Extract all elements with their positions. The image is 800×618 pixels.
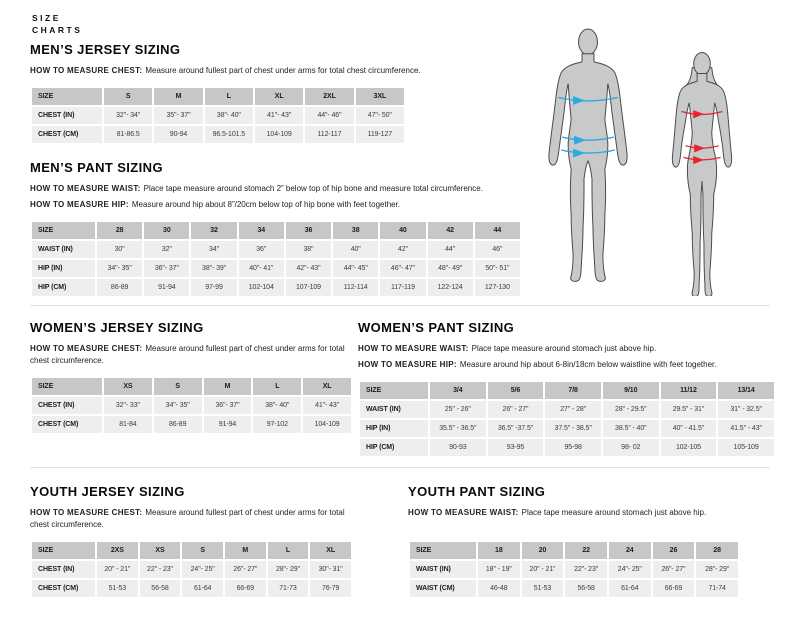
- data-cell: 44"- 46": [305, 107, 353, 124]
- data-cell: 22" - 23": [140, 561, 181, 578]
- row-label: CHEST (IN): [32, 107, 102, 124]
- data-cell: 28" - 29.5": [603, 401, 659, 418]
- data-cell: 61-64: [182, 580, 223, 597]
- mens-jersey-section: [30, 42, 550, 145]
- data-cell: 40": [333, 241, 378, 258]
- data-cell: 24"- 25": [609, 561, 651, 578]
- data-cell: 42": [380, 241, 425, 258]
- measure-instruction: [30, 65, 550, 77]
- table-row: [32, 279, 520, 296]
- mens-pant-table: [30, 220, 522, 298]
- table-row: [32, 126, 404, 143]
- data-cell: 41.5" - 43": [718, 420, 774, 437]
- data-cell: 32": [144, 241, 189, 258]
- instruction-label: HOW TO MEASURE WAIST:: [408, 508, 519, 517]
- female-silhouette: [652, 52, 752, 296]
- data-cell: 28"- 29": [696, 561, 738, 578]
- data-cell: 46": [475, 241, 520, 258]
- data-cell: 98- 02: [603, 439, 659, 456]
- measure-instruction: [358, 359, 776, 371]
- section-title: MEN’S JERSEY SIZING: [30, 42, 181, 57]
- size-label-header: SIZE: [32, 542, 95, 559]
- data-cell: 20" - 21": [522, 561, 564, 578]
- data-cell: 61-64: [609, 580, 651, 597]
- size-column-header: XL: [310, 542, 351, 559]
- table-row: [410, 580, 738, 597]
- data-cell: 71-73: [268, 580, 309, 597]
- male-head: [579, 29, 598, 55]
- data-cell: 38.5" - 40": [603, 420, 659, 437]
- female-head: [694, 52, 711, 74]
- data-cell: 24"- 25": [182, 561, 223, 578]
- data-cell: 46"- 47": [380, 260, 425, 277]
- data-cell: 102-104: [239, 279, 284, 296]
- size-column-header: M: [154, 88, 202, 105]
- section-divider: [30, 467, 770, 468]
- row-label: HIP (IN): [360, 420, 428, 437]
- size-column-header: 9/10: [603, 382, 659, 399]
- size-label-header: SIZE: [32, 222, 95, 239]
- male-body: [549, 54, 627, 282]
- page-title-line1: SIZE: [32, 13, 61, 23]
- row-label: HIP (CM): [32, 279, 95, 296]
- female-body: [672, 73, 731, 296]
- instruction-label: HOW TO MEASURE CHEST:: [30, 344, 143, 353]
- data-cell: 51-53: [97, 580, 138, 597]
- data-cell: 40" - 41.5": [661, 420, 717, 437]
- instruction-label: HOW TO MEASURE CHEST:: [30, 66, 143, 75]
- data-cell: 26"- 27": [225, 561, 266, 578]
- header-row: [360, 382, 774, 399]
- table-row: [32, 260, 520, 277]
- sizing-table: [408, 540, 740, 599]
- size-column-header: 5/6: [488, 382, 544, 399]
- size-label-header: SIZE: [32, 378, 102, 395]
- data-cell: 44": [428, 241, 473, 258]
- data-cell: 112-114: [333, 279, 378, 296]
- data-cell: 107-109: [286, 279, 331, 296]
- mens-jersey-table: [30, 86, 406, 145]
- sizing-table: [358, 380, 776, 458]
- womens-pant-section: [358, 320, 776, 458]
- instruction-text: Measure around fullest part of chest under arms for total chest circumference.: [30, 344, 345, 365]
- data-cell: 96.5-101.5: [205, 126, 253, 143]
- data-cell: 18" - 19": [478, 561, 520, 578]
- header-row: [410, 542, 738, 559]
- instruction-label: HOW TO MEASURE HIP:: [358, 360, 457, 369]
- instruction-text: Place tape measure around stomach just above hip.: [471, 344, 657, 353]
- data-cell: 50"- 51": [475, 260, 520, 277]
- table-row: [360, 420, 774, 437]
- header-row: [32, 542, 351, 559]
- data-cell: 102-105: [661, 439, 717, 456]
- section-title: YOUTH PANT SIZING: [408, 484, 546, 499]
- instruction-text: Place tape measure around stomach 2” below top of hip bone and measure total circumference.: [143, 184, 483, 193]
- row-label: CHEST (CM): [32, 416, 102, 433]
- data-cell: 20" - 21": [97, 561, 138, 578]
- size-column-header: 7/8: [545, 382, 601, 399]
- section-divider: [30, 305, 770, 306]
- womens-pant-table: [358, 380, 776, 458]
- data-cell: 32"- 34": [104, 107, 152, 124]
- header-row: [32, 88, 404, 105]
- data-cell: 93-95: [488, 439, 544, 456]
- data-cell: 42"- 43": [286, 260, 331, 277]
- instruction-text: Measure around fullest part of chest under arms for total chest circumference.: [145, 66, 421, 75]
- size-label-header: SIZE: [32, 88, 102, 105]
- size-column-header: 18: [478, 542, 520, 559]
- data-cell: 81-86.5: [104, 126, 152, 143]
- data-cell: 86-89: [154, 416, 202, 433]
- size-column-header: S: [182, 542, 223, 559]
- size-column-header: 30: [144, 222, 189, 239]
- data-cell: 38"- 39": [191, 260, 236, 277]
- size-column-header: M: [204, 378, 252, 395]
- section-title: WOMEN’S JERSEY SIZING: [30, 320, 204, 335]
- male-silhouette: [528, 28, 648, 296]
- section-title: MEN’S PANT SIZING: [30, 160, 163, 175]
- data-cell: 32"- 33": [104, 397, 152, 414]
- instruction-text: Measure around fullest part of chest under arms for total chest circumference.: [30, 508, 345, 529]
- data-cell: 27" - 28": [545, 401, 601, 418]
- section-title: WOMEN’S PANT SIZING: [358, 320, 515, 335]
- size-column-header: 44: [475, 222, 520, 239]
- row-label: CHEST (IN): [32, 561, 95, 578]
- data-cell: 31" - 32.5": [718, 401, 774, 418]
- data-cell: 41"- 43": [303, 397, 351, 414]
- row-label: CHEST (CM): [32, 580, 95, 597]
- data-cell: 71-74: [696, 580, 738, 597]
- data-cell: 97-99: [191, 279, 236, 296]
- data-cell: 56-58: [140, 580, 181, 597]
- youth-pant-section: [408, 484, 748, 599]
- table-row: [32, 561, 351, 578]
- row-label: WAIST (IN): [360, 401, 428, 418]
- size-column-header: XL: [255, 88, 303, 105]
- measure-instruction: [30, 343, 353, 367]
- data-cell: 38": [286, 241, 331, 258]
- data-cell: 112-117: [305, 126, 353, 143]
- sizing-table: [30, 86, 406, 145]
- data-cell: 66-69: [653, 580, 695, 597]
- size-column-header: 2XS: [97, 542, 138, 559]
- table-row: [360, 439, 774, 456]
- size-column-header: 26: [653, 542, 695, 559]
- youth-jersey-section: [30, 484, 360, 599]
- data-cell: 97-102: [253, 416, 301, 433]
- row-label: HIP (IN): [32, 260, 95, 277]
- data-cell: 36.5" -37.5": [488, 420, 544, 437]
- measure-instruction: [358, 343, 776, 355]
- data-cell: 90-93: [430, 439, 486, 456]
- youth-pant-table: [408, 540, 740, 599]
- size-column-header: 2XL: [305, 88, 353, 105]
- data-cell: 36"- 37": [144, 260, 189, 277]
- size-column-header: XS: [104, 378, 152, 395]
- data-cell: 40"- 41": [239, 260, 284, 277]
- data-cell: 91-94: [204, 416, 252, 433]
- table-row: [32, 397, 351, 414]
- table-row: [32, 107, 404, 124]
- data-cell: 26"- 27": [653, 561, 695, 578]
- data-cell: 51-53: [522, 580, 564, 597]
- table-row: [32, 580, 351, 597]
- size-column-header: S: [104, 88, 152, 105]
- measure-instruction: [30, 199, 550, 211]
- size-column-header: 32: [191, 222, 236, 239]
- size-column-header: 28: [97, 222, 142, 239]
- data-cell: 22"- 23": [565, 561, 607, 578]
- youth-jersey-table: [30, 540, 353, 599]
- data-cell: 26" - 27": [488, 401, 544, 418]
- data-cell: 36": [239, 241, 284, 258]
- data-cell: 56-58: [565, 580, 607, 597]
- data-cell: 104-109: [303, 416, 351, 433]
- instruction-label: HOW TO MEASURE CHEST:: [30, 508, 143, 517]
- data-cell: 30": [97, 241, 142, 258]
- data-cell: 36"- 37": [204, 397, 252, 414]
- size-label-header: SIZE: [410, 542, 476, 559]
- header-row: [32, 378, 351, 395]
- measure-instruction: [408, 507, 748, 519]
- page-title-line2: CHARTS: [32, 25, 83, 36]
- size-column-header: 40: [380, 222, 425, 239]
- row-label: HIP (CM): [360, 439, 428, 456]
- data-cell: 91-94: [144, 279, 189, 296]
- mens-pant-section: [30, 160, 550, 298]
- size-column-header: 13/14: [718, 382, 774, 399]
- data-cell: 38"- 40": [205, 107, 253, 124]
- size-column-header: L: [253, 378, 301, 395]
- data-cell: 48"- 49": [428, 260, 473, 277]
- header-row: [32, 222, 520, 239]
- womens-jersey-section: [30, 320, 353, 435]
- data-cell: 46-48: [478, 580, 520, 597]
- data-cell: 30"- 31": [310, 561, 351, 578]
- table-row: [32, 241, 520, 258]
- sizing-table: [30, 220, 522, 298]
- data-cell: 86-89: [97, 279, 142, 296]
- data-cell: 76-79: [310, 580, 351, 597]
- page-title: [32, 12, 82, 37]
- data-cell: 81-84: [104, 416, 152, 433]
- data-cell: 119-127: [356, 126, 404, 143]
- row-label: CHEST (IN): [32, 397, 102, 414]
- data-cell: 37.5" - 38.5": [545, 420, 601, 437]
- table-row: [410, 561, 738, 578]
- size-column-header: 36: [286, 222, 331, 239]
- instruction-text: Measure around hip about 8”/20cm below top of hip bone with feet together.: [131, 200, 401, 209]
- data-cell: 44"- 45": [333, 260, 378, 277]
- size-column-header: 3/4: [430, 382, 486, 399]
- data-cell: 104-109: [255, 126, 303, 143]
- sizing-table: [30, 540, 353, 599]
- size-column-header: 34: [239, 222, 284, 239]
- instruction-text: Measure around hip about 6-8in/18cm below waistline with feet together.: [459, 360, 717, 369]
- womens-jersey-table: [30, 376, 353, 435]
- data-cell: 38"- 40": [253, 397, 301, 414]
- data-cell: 66-69: [225, 580, 266, 597]
- data-cell: 95-98: [545, 439, 601, 456]
- instruction-label: HOW TO MEASURE WAIST:: [358, 344, 469, 353]
- size-column-header: L: [268, 542, 309, 559]
- size-column-header: 3XL: [356, 88, 404, 105]
- data-cell: 90-94: [154, 126, 202, 143]
- data-cell: 28"- 29": [268, 561, 309, 578]
- row-label: CHEST (CM): [32, 126, 102, 143]
- instruction-label: HOW TO MEASURE HIP:: [30, 200, 129, 209]
- data-cell: 35"- 37": [154, 107, 202, 124]
- row-label: WAIST (CM): [410, 580, 476, 597]
- data-cell: 47"- 50": [356, 107, 404, 124]
- sizing-table: [30, 376, 353, 435]
- size-column-header: 22: [565, 542, 607, 559]
- size-column-header: L: [205, 88, 253, 105]
- table-row: [32, 416, 351, 433]
- row-label: WAIST (IN): [32, 241, 95, 258]
- size-column-header: XL: [303, 378, 351, 395]
- section-title: YOUTH JERSEY SIZING: [30, 484, 185, 499]
- size-column-header: XS: [140, 542, 181, 559]
- size-column-header: 24: [609, 542, 651, 559]
- data-cell: 41"- 43": [255, 107, 303, 124]
- size-column-header: 11/12: [661, 382, 717, 399]
- instruction-label: HOW TO MEASURE WAIST:: [30, 184, 141, 193]
- data-cell: 34"- 35": [97, 260, 142, 277]
- data-cell: 34": [191, 241, 236, 258]
- measure-instruction: [30, 507, 360, 531]
- table-row: [360, 401, 774, 418]
- row-label: WAIST (IN): [410, 561, 476, 578]
- size-column-header: S: [154, 378, 202, 395]
- instruction-text: Place tape measure around stomach just above hip.: [521, 508, 707, 517]
- data-cell: 117-119: [380, 279, 425, 296]
- size-label-header: SIZE: [360, 382, 428, 399]
- data-cell: 127-130: [475, 279, 520, 296]
- data-cell: 105-109: [718, 439, 774, 456]
- size-column-header: 28: [696, 542, 738, 559]
- size-column-header: M: [225, 542, 266, 559]
- data-cell: 34"- 35": [154, 397, 202, 414]
- measure-instruction: [30, 183, 550, 195]
- size-column-header: 42: [428, 222, 473, 239]
- data-cell: 122-124: [428, 279, 473, 296]
- size-column-header: 38: [333, 222, 378, 239]
- data-cell: 25" - 26": [430, 401, 486, 418]
- data-cell: 35.5" - 36.5": [430, 420, 486, 437]
- size-column-header: 20: [522, 542, 564, 559]
- data-cell: 29.5" - 31": [661, 401, 717, 418]
